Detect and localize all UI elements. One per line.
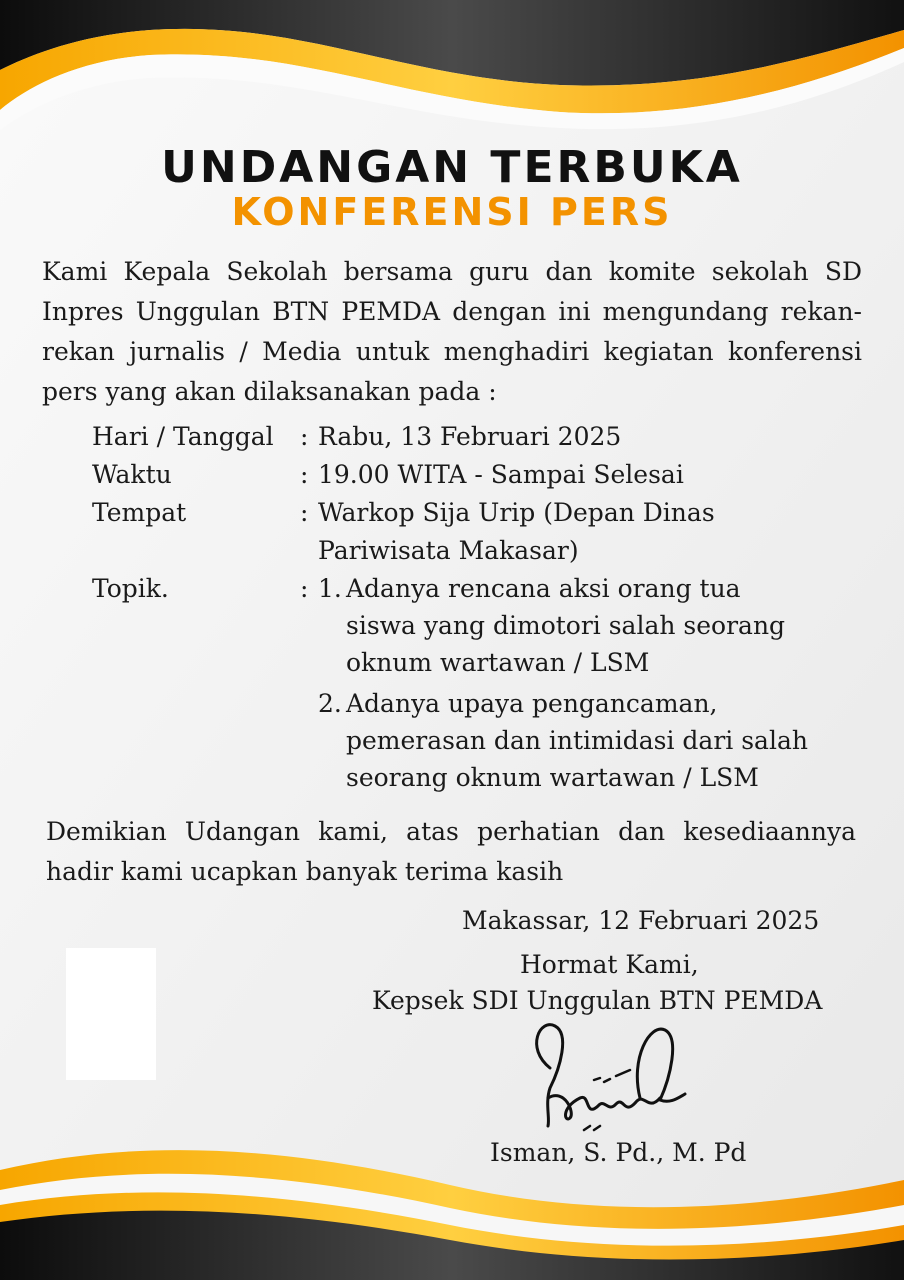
place-label: Tempat xyxy=(92,498,187,527)
document-title: UNDANGAN TERBUKA xyxy=(161,142,743,193)
time-value: 19.00 WITA - Sampai Selesai xyxy=(318,460,684,489)
regards-text: Hormat Kami, xyxy=(520,950,699,979)
topic-label: Topik. xyxy=(92,574,169,603)
document-subtitle: KONFERENSI PERS xyxy=(231,190,673,234)
place-value-line2: Pariwisata Makasar) xyxy=(318,536,579,565)
date-label: Hari / Tanggal xyxy=(92,422,274,451)
topic-2-line: pemerasan dan intimidasi dari salah xyxy=(346,726,808,755)
topic-1-line: siswa yang dimotori salah seorang xyxy=(346,611,786,640)
topic-1-line: oknum wartawan / LSM xyxy=(346,648,650,677)
date-value: Rabu, 13 Februari 2025 xyxy=(318,422,622,451)
date-colon: : xyxy=(300,422,309,451)
handwritten-signature xyxy=(520,1018,700,1138)
time-colon: : xyxy=(300,460,309,489)
place-colon: : xyxy=(300,498,309,527)
time-label: Waktu xyxy=(92,460,172,489)
topic-2-line: Adanya upaya pengancaman, xyxy=(346,689,718,718)
place-date: Makassar, 12 Februari 2025 xyxy=(462,906,820,935)
place-value-line1: Warkop Sija Urip (Depan Dinas xyxy=(318,498,715,527)
closing-paragraph: Demikian Udangan kami, atas perhatian dan kesediaannya hadir kami ucapkan banyak terima kasih xyxy=(46,817,856,886)
topic-1-number: 1. xyxy=(318,574,342,603)
topic-2-line: seorang oknum wartawan / LSM xyxy=(346,763,759,792)
intro-paragraph: Kami Kepala Sekolah bersama guru dan komite sekolah SD Inpres Unggulan BTN PEMDA dengan ini mengundang rekan-rekan jurnalis / Media untuk menghadiri kegiatan konferensi pers yang akan dilaksanakan pada : xyxy=(42,257,862,406)
topic-colon: : xyxy=(300,574,309,603)
topic-2-number: 2. xyxy=(318,689,342,718)
topic-1-line: Adanya rencana aksi orang tua xyxy=(346,574,741,603)
blank-stamp-area xyxy=(66,948,156,1080)
signatory-position: Kepsek SDI Unggulan BTN PEMDA xyxy=(372,986,823,1015)
signatory-name: Isman, S. Pd., M. Pd xyxy=(490,1138,747,1167)
